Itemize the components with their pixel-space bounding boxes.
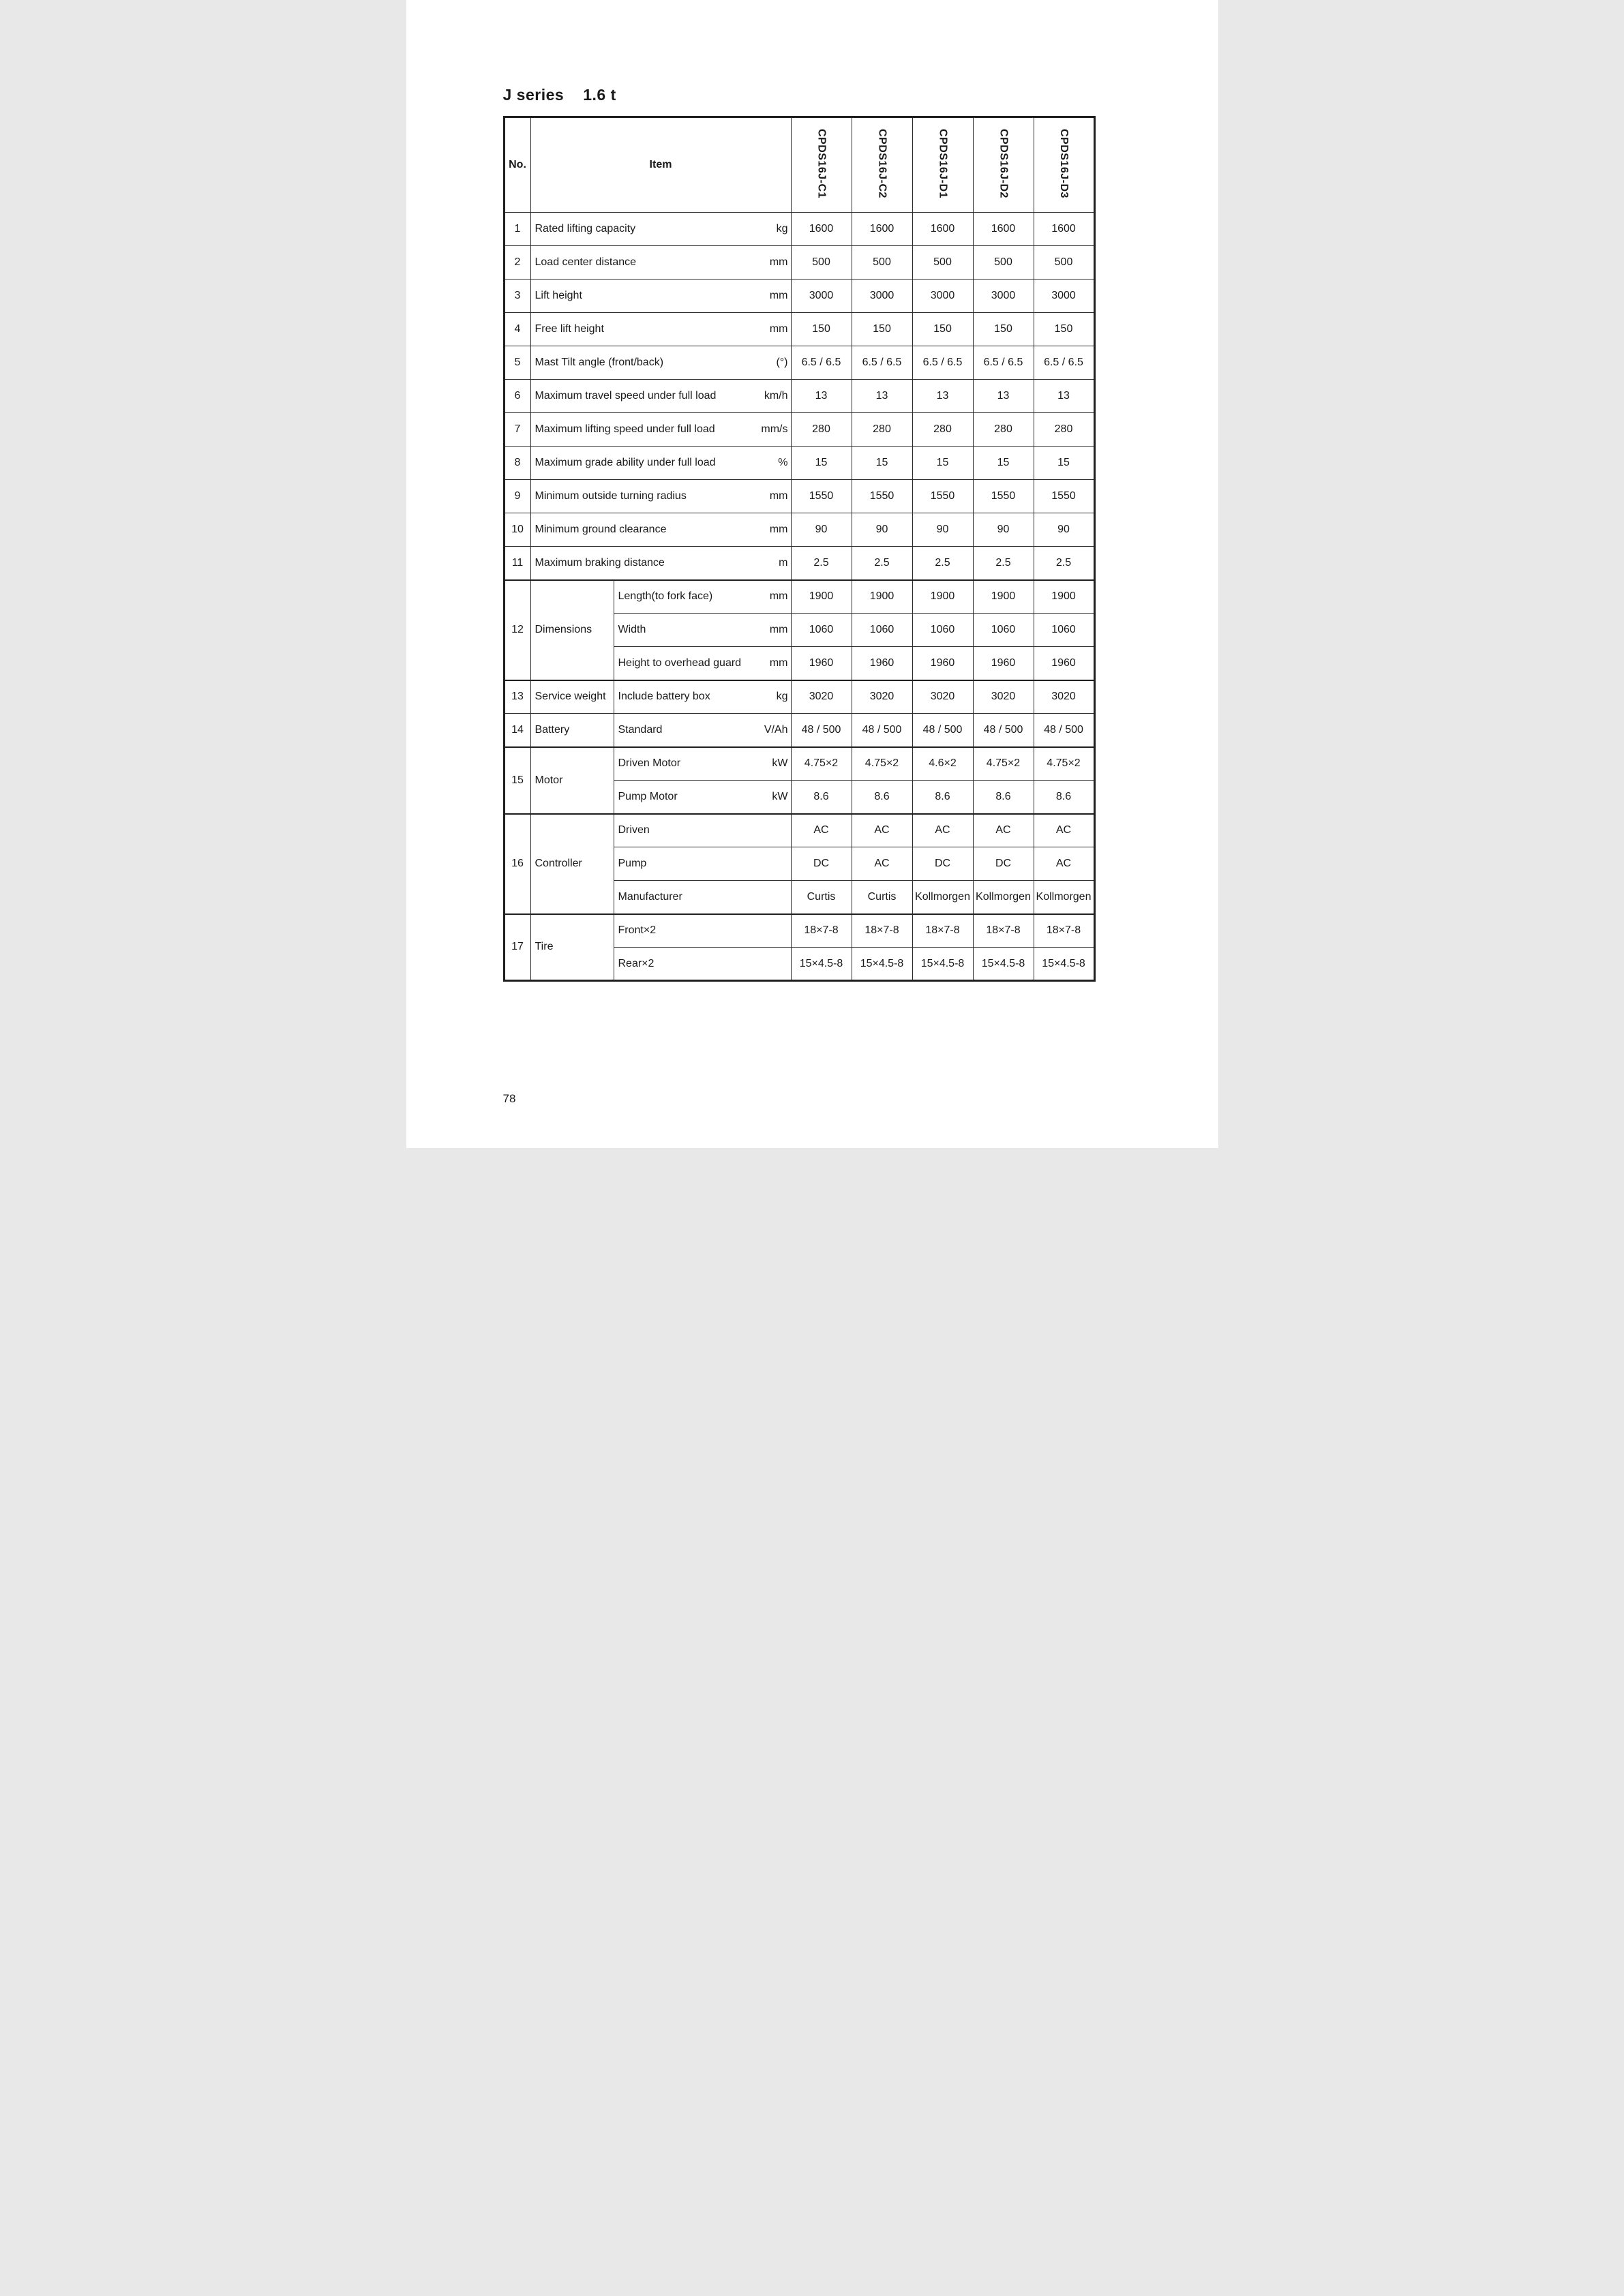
value-cell: 1960 [791, 647, 852, 680]
value-cell: 1550 [912, 480, 973, 513]
value-cell: 2.5 [973, 547, 1034, 580]
row-number-cell: 1 [504, 213, 530, 246]
category-cell: Service weight [530, 680, 614, 714]
value-cell: 280 [791, 413, 852, 447]
item-unit: V/Ah [764, 723, 788, 736]
value-cell: 1900 [912, 580, 973, 614]
value-cell: 150 [852, 313, 912, 346]
value-cell: 500 [912, 246, 973, 280]
item-label: Driven [618, 824, 650, 836]
table-row [504, 547, 1094, 580]
item-unit: mm [769, 323, 788, 335]
value-cell: 90 [852, 513, 912, 547]
category-cell: Tire [530, 914, 614, 981]
item-label: Minimum outside turning radius [535, 490, 687, 502]
value-cell: 1600 [1034, 213, 1094, 246]
value-cell: 1900 [973, 580, 1034, 614]
value-cell: 3020 [852, 680, 912, 714]
row-number-cell: 17 [504, 914, 530, 981]
value-cell: Kollmorgen [1034, 881, 1094, 914]
model-name-label: CPDS16J-C2 [876, 128, 888, 198]
item-label: Maximum grade ability under full load [535, 457, 716, 468]
value-cell: 2.5 [852, 547, 912, 580]
item-unit: mm [769, 524, 788, 535]
value-cell: Curtis [791, 881, 852, 914]
value-cell: 90 [912, 513, 973, 547]
item-cell [530, 447, 791, 480]
value-cell: Curtis [852, 881, 912, 914]
model-name-label: CPDS16J-D3 [1058, 128, 1070, 198]
item-unit: mm [769, 256, 788, 268]
value-cell: 3020 [912, 680, 973, 714]
value-cell: 6.5 / 6.5 [912, 346, 973, 380]
row-number-cell: 7 [504, 413, 530, 447]
value-cell: 500 [852, 246, 912, 280]
value-cell: 3000 [852, 280, 912, 313]
value-cell: 4.75×2 [791, 747, 852, 781]
value-cell: DC [791, 847, 852, 881]
item-cell [530, 413, 791, 447]
value-cell: 3020 [1034, 680, 1094, 714]
value-cell: 48 / 500 [791, 714, 852, 747]
value-cell: 1960 [1034, 647, 1094, 680]
item-unit: % [778, 457, 788, 468]
value-cell: 13 [973, 380, 1034, 413]
value-cell: 1550 [973, 480, 1034, 513]
value-cell: 15 [973, 447, 1034, 480]
row-number-cell: 12 [504, 580, 530, 680]
document-page [406, 0, 1218, 1148]
item-unit: kg [776, 691, 788, 703]
item-cell [530, 246, 791, 280]
value-cell: 4.75×2 [1034, 747, 1094, 781]
header-model-5 [1034, 117, 1094, 213]
row-number-cell: 5 [504, 346, 530, 380]
category-cell: Dimensions [530, 580, 614, 680]
item-cell [530, 480, 791, 513]
header-model-1 [791, 117, 852, 213]
item-label: Manufacturer [618, 890, 682, 903]
value-cell: 1060 [791, 614, 852, 647]
value-cell: 48 / 500 [973, 714, 1034, 747]
item-label: Driven Motor [618, 757, 681, 770]
value-cell: 3020 [973, 680, 1034, 714]
row-number-cell: 11 [504, 547, 530, 580]
item-label: Lift height [535, 290, 582, 301]
value-cell: 150 [912, 313, 973, 346]
category-cell: Controller [530, 814, 614, 914]
value-cell: 4.75×2 [973, 747, 1034, 781]
row-number-cell: 6 [504, 380, 530, 413]
item-unit: mm [769, 290, 788, 301]
row-number-cell: 10 [504, 513, 530, 547]
value-cell: 18×7-8 [973, 914, 1034, 948]
item-unit: km/h [764, 390, 788, 402]
table-row [504, 513, 1094, 547]
table-row [504, 914, 1094, 948]
value-cell: 6.5 / 6.5 [791, 346, 852, 380]
spec-table [503, 116, 1096, 982]
value-cell: 15×4.5-8 [791, 948, 852, 981]
table-row [504, 213, 1094, 246]
value-cell: 280 [973, 413, 1034, 447]
table-row [504, 680, 1094, 714]
item-label: Free lift height [535, 323, 604, 335]
item-label: Maximum lifting speed under full load [535, 423, 715, 435]
value-cell: 1900 [791, 580, 852, 614]
row-number-cell: 16 [504, 814, 530, 914]
category-cell: Motor [530, 747, 614, 814]
page-title [503, 86, 616, 104]
value-cell: AC [852, 847, 912, 881]
item-cell [530, 280, 791, 313]
value-cell: 13 [852, 380, 912, 413]
item-label: Front×2 [618, 924, 657, 937]
item-cell [530, 213, 791, 246]
model-name-label: CPDS16J-C1 [815, 128, 828, 198]
value-cell: Kollmorgen [973, 881, 1034, 914]
item-label: Pump Motor [618, 790, 678, 802]
value-cell: 1060 [852, 614, 912, 647]
value-cell: 2.5 [912, 547, 973, 580]
value-cell: 1060 [912, 614, 973, 647]
value-cell: 3000 [791, 280, 852, 313]
table-row [504, 413, 1094, 447]
table-row [504, 814, 1094, 847]
value-cell: 15 [852, 447, 912, 480]
item-unit: (°) [776, 357, 788, 368]
item-label: Maximum travel speed under full load [535, 390, 717, 402]
category-cell: Battery [530, 714, 614, 747]
value-cell: 13 [912, 380, 973, 413]
item-cell [530, 513, 791, 547]
table-row [504, 280, 1094, 313]
value-cell: 15 [912, 447, 973, 480]
value-cell: 280 [852, 413, 912, 447]
header-model-3 [912, 117, 973, 213]
value-cell: 500 [973, 246, 1034, 280]
title-capacity: 1.6 t [583, 86, 616, 104]
value-cell: 18×7-8 [852, 914, 912, 948]
row-number-cell: 13 [504, 680, 530, 714]
item-unit: kW [772, 790, 788, 802]
item-label: Width [618, 624, 646, 635]
value-cell: 6.5 / 6.5 [852, 346, 912, 380]
subitem-cell [614, 814, 791, 847]
item-label: Rear×2 [618, 957, 655, 969]
row-number-cell: 8 [504, 447, 530, 480]
title-series: J series [502, 86, 565, 104]
row-number-cell: 14 [504, 714, 530, 747]
value-cell: 8.6 [912, 781, 973, 814]
header-item: Item [530, 117, 791, 213]
row-number-cell: 3 [504, 280, 530, 313]
model-name-label: CPDS16J-D1 [937, 128, 949, 198]
value-cell: DC [912, 847, 973, 881]
subitem-cell [614, 948, 791, 981]
header-model-4 [973, 117, 1034, 213]
row-number-cell: 2 [504, 246, 530, 280]
item-label: Length(to fork face) [618, 590, 713, 603]
value-cell: 3000 [973, 280, 1034, 313]
value-cell: 1960 [852, 647, 912, 680]
table-row [504, 747, 1094, 781]
item-label: Height to overhead guard [618, 656, 742, 669]
table-row [504, 447, 1094, 480]
subitem-cell [614, 881, 791, 914]
value-cell: 1600 [852, 213, 912, 246]
value-cell: 3020 [791, 680, 852, 714]
item-label: Minimum ground clearance [535, 524, 667, 535]
spec-table-body [504, 213, 1094, 981]
value-cell: 13 [791, 380, 852, 413]
item-label: Mast Tilt angle (front/back) [535, 357, 664, 368]
value-cell: 90 [1034, 513, 1094, 547]
value-cell: 48 / 500 [912, 714, 973, 747]
subitem-cell [614, 714, 791, 747]
item-unit: mm [769, 624, 788, 635]
value-cell: 150 [791, 313, 852, 346]
header-no: No. [504, 117, 530, 213]
value-cell: 4.75×2 [852, 747, 912, 781]
value-cell: Kollmorgen [912, 881, 973, 914]
item-cell [530, 346, 791, 380]
value-cell: 15×4.5-8 [973, 948, 1034, 981]
value-cell: 1550 [791, 480, 852, 513]
value-cell: DC [973, 847, 1034, 881]
value-cell: 1060 [1034, 614, 1094, 647]
subitem-cell [614, 914, 791, 948]
item-unit: mm/s [761, 423, 788, 435]
item-label: Standard [618, 723, 663, 736]
table-row [504, 346, 1094, 380]
value-cell: 1600 [973, 213, 1034, 246]
subitem-cell [614, 580, 791, 614]
value-cell: 15 [1034, 447, 1094, 480]
value-cell: 8.6 [791, 781, 852, 814]
value-cell: 1900 [852, 580, 912, 614]
item-unit: kW [772, 757, 788, 770]
value-cell: 3000 [1034, 280, 1094, 313]
item-unit: mm [769, 656, 788, 669]
value-cell: 1900 [1034, 580, 1094, 614]
item-label: Include battery box [618, 691, 710, 703]
value-cell: 500 [791, 246, 852, 280]
item-cell [530, 547, 791, 580]
value-cell: AC [912, 814, 973, 847]
value-cell: 90 [791, 513, 852, 547]
value-cell: 8.6 [852, 781, 912, 814]
value-cell: AC [791, 814, 852, 847]
header-row [504, 117, 1094, 213]
value-cell: 280 [1034, 413, 1094, 447]
value-cell: 2.5 [1034, 547, 1094, 580]
item-unit: m [779, 556, 788, 569]
subitem-cell [614, 747, 791, 781]
value-cell: 1550 [1034, 480, 1094, 513]
value-cell: 18×7-8 [791, 914, 852, 948]
value-cell: 6.5 / 6.5 [973, 346, 1034, 380]
page-number: 78 [502, 1092, 516, 1105]
value-cell: 13 [1034, 380, 1094, 413]
table-row [504, 714, 1094, 747]
subitem-cell [614, 680, 791, 714]
row-number-cell: 9 [504, 480, 530, 513]
value-cell: 8.6 [973, 781, 1034, 814]
value-cell: 150 [973, 313, 1034, 346]
table-row [504, 380, 1094, 413]
item-unit: mm [769, 590, 788, 603]
value-cell: AC [852, 814, 912, 847]
value-cell: 18×7-8 [912, 914, 973, 948]
subitem-cell [614, 781, 791, 814]
value-cell: 500 [1034, 246, 1094, 280]
table-row [504, 246, 1094, 280]
value-cell: 15×4.5-8 [852, 948, 912, 981]
value-cell: 15 [791, 447, 852, 480]
value-cell: 2.5 [791, 547, 852, 580]
value-cell: 48 / 500 [1034, 714, 1094, 747]
row-number-cell: 4 [504, 313, 530, 346]
item-label: Load center distance [535, 256, 637, 268]
model-name-label: CPDS16J-D2 [997, 128, 1010, 198]
header-model-2 [852, 117, 912, 213]
value-cell: 150 [1034, 313, 1094, 346]
value-cell: 1060 [973, 614, 1034, 647]
item-unit: mm [769, 490, 788, 502]
value-cell: 1600 [912, 213, 973, 246]
row-number-cell: 15 [504, 747, 530, 814]
item-label: Pump [618, 858, 647, 869]
value-cell: 48 / 500 [852, 714, 912, 747]
value-cell: 6.5 / 6.5 [1034, 346, 1094, 380]
subitem-cell [614, 614, 791, 647]
item-cell [530, 380, 791, 413]
value-cell: 8.6 [1034, 781, 1094, 814]
value-cell: AC [1034, 814, 1094, 847]
value-cell: 1960 [912, 647, 973, 680]
value-cell: 4.6×2 [912, 747, 973, 781]
value-cell: 1600 [791, 213, 852, 246]
value-cell: 3000 [912, 280, 973, 313]
table-row [504, 313, 1094, 346]
value-cell: 15×4.5-8 [1034, 948, 1094, 981]
table-row [504, 480, 1094, 513]
subitem-cell [614, 647, 791, 680]
item-cell [530, 313, 791, 346]
value-cell: 280 [912, 413, 973, 447]
value-cell: 90 [973, 513, 1034, 547]
value-cell: AC [1034, 847, 1094, 881]
value-cell: AC [973, 814, 1034, 847]
item-unit: kg [776, 223, 788, 235]
item-label: Maximum braking distance [535, 556, 665, 569]
value-cell: 1960 [973, 647, 1034, 680]
item-label: Rated lifting capacity [535, 223, 636, 235]
table-row [504, 580, 1094, 614]
value-cell: 18×7-8 [1034, 914, 1094, 948]
value-cell: 15×4.5-8 [912, 948, 973, 981]
subitem-cell [614, 847, 791, 881]
value-cell: 1550 [852, 480, 912, 513]
